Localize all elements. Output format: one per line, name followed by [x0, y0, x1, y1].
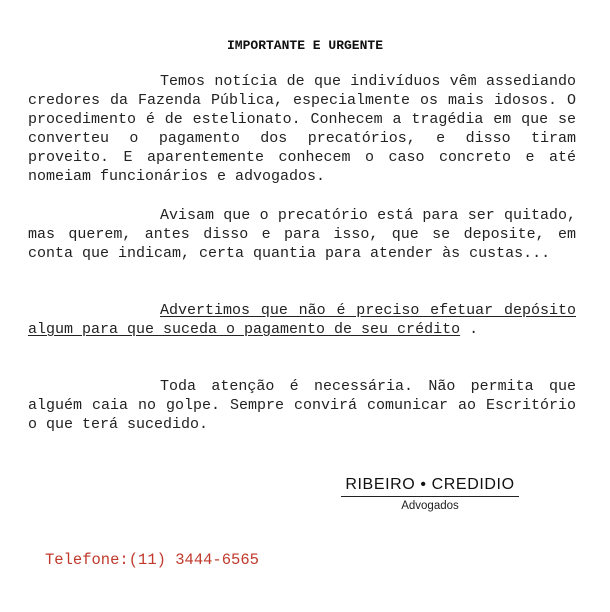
firm-subtitle: Advogados [401, 500, 459, 512]
signature-block [341, 476, 519, 512]
paragraph-warning [28, 72, 576, 186]
paragraph-text-underlined: Advertimos que não é preciso efetuar depósito algum para que suceda o pagamento de seu crédito [28, 302, 576, 338]
paragraph-advisory [28, 301, 576, 339]
paragraph-scam-description [28, 206, 576, 263]
firm-name: RIBEIRO • CREDIDIO [341, 476, 519, 497]
paragraph-attention [28, 377, 576, 434]
paragraph-end-punctuation: . [469, 321, 479, 338]
paragraph-text: Avisam que o precatório está para ser quitado, mas querem, antes disso e para isso, que se deposite, em conta que indicam, certa quantia para atender às custas... [28, 207, 576, 262]
phone-number: Telefone:(11) 3444-6565 [45, 551, 259, 569]
paragraph-text: Toda atenção é necessária. Não permita que alguém caia no golpe. Sempre convirá comunicar ao Escritório o que terá sucedido. [28, 378, 576, 433]
page-title: IMPORTANTE E URGENTE [226, 38, 384, 53]
paragraph-text: Temos notícia de que indivíduos vêm assediando credores da Fazenda Pública, especialmente os mais idosos. O procedimento é de estelionato. Conhecem a tragédia em que se converteu o pagamento dos precatórios, e disso tiram proveito. E aparentemente conhecem o caso concreto e até nomeiam funcionários e advogados. [28, 73, 576, 185]
